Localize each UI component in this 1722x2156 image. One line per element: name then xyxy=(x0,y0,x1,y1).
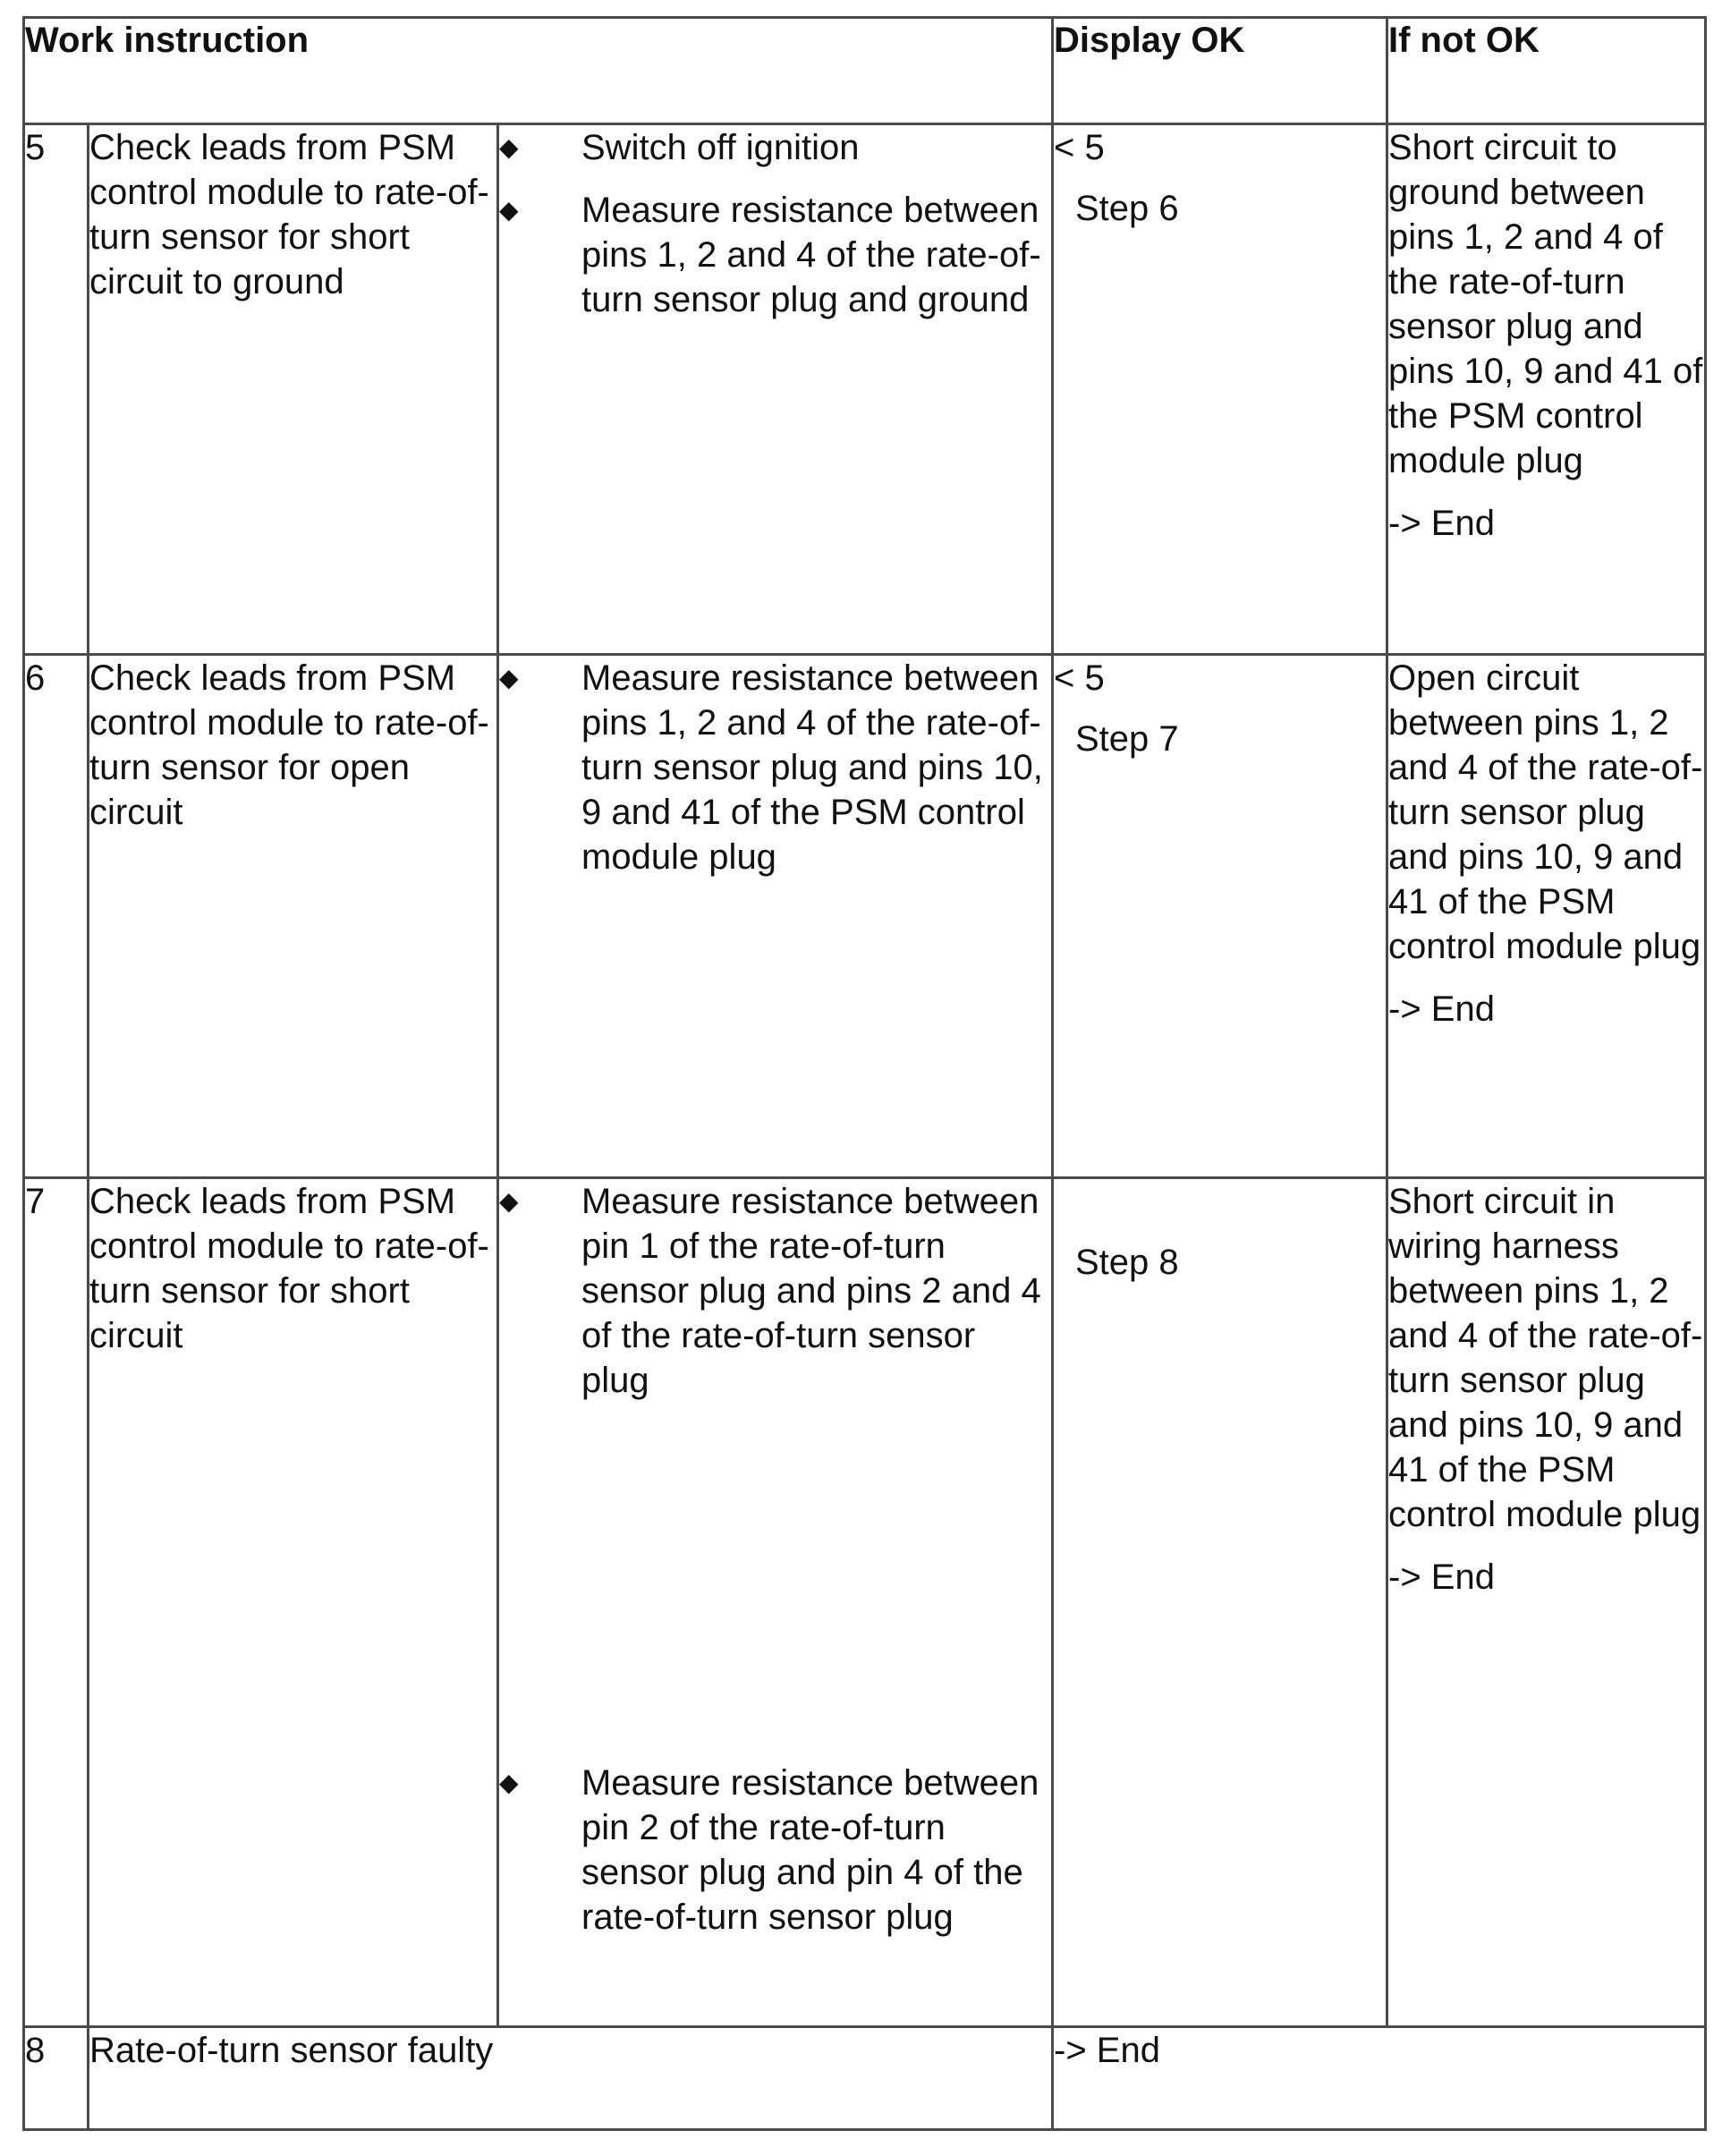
diamond-bullet-icon: ◆ xyxy=(499,1187,519,1215)
if-not-ok-cell xyxy=(1387,124,1706,655)
instruction-text: Switch off ignition xyxy=(581,128,860,167)
display-ok-value: < 5 xyxy=(1054,128,1105,167)
step-description: Check leads from PSM control module to rate-of-turn sensor for open circuit xyxy=(89,655,498,1178)
step-instructions xyxy=(498,655,1053,1178)
instruction-text: Measure resistance between pins 1, 2 and 4 of the rate-of-turn sensor plug and ground xyxy=(581,191,1041,319)
work-instruction-table xyxy=(22,16,1707,2131)
instruction-text: Measure resistance between pins 1, 2 and 4 of the rate-of-turn sensor plug and pins 10, 9 and 41 of the PSM control module plug xyxy=(581,658,1043,877)
if-not-ok-cell xyxy=(1387,1178,1706,2027)
table-header-row xyxy=(24,18,1706,124)
display-ok-end: -> End xyxy=(1053,2027,1706,2130)
if-not-ok-end: -> End xyxy=(1388,504,1495,543)
instruction-item xyxy=(499,656,1051,879)
table-row xyxy=(24,1178,1706,2027)
display-ok-cell xyxy=(1053,124,1387,655)
table-row xyxy=(24,655,1706,1178)
display-ok-step: Step 7 xyxy=(1075,719,1179,759)
instruction-text: Measure resistance between pin 2 of the rate-of-turn sensor plug and pin 4 of the rate-of-turn sensor plug xyxy=(581,1763,1039,1937)
display-ok-value: < 5 xyxy=(1054,658,1105,698)
display-ok-step: Step 8 xyxy=(1075,1243,1179,1282)
instruction-item xyxy=(499,188,1051,322)
instruction-item xyxy=(499,1179,1051,1403)
if-not-ok-cell xyxy=(1387,655,1706,1178)
step-number: 7 xyxy=(24,1178,89,2027)
step-description: Check leads from PSM control module to rate-of-turn sensor for short circuit xyxy=(89,1178,498,2027)
if-not-ok-end: -> End xyxy=(1388,1558,1495,1597)
diamond-bullet-icon: ◆ xyxy=(499,133,519,161)
diamond-bullet-icon: ◆ xyxy=(499,1769,519,1796)
display-ok-cell xyxy=(1053,1178,1387,2027)
step-number: 8 xyxy=(24,2027,89,2130)
step-description: Rate-of-turn sensor faulty xyxy=(89,2027,1053,2130)
header-display-ok: Display OK xyxy=(1053,18,1387,124)
if-not-ok-text: Short circuit to ground between pins 1, 2 and 4 of the rate-of-turn sensor plug and pins 10, 9 and 41 of the PSM control module plug xyxy=(1388,128,1703,480)
instruction-item xyxy=(499,1761,1051,1940)
if-not-ok-text: Short circuit in wiring harness between pins 1, 2 and 4 of the rate-of-turn sensor plug and pins 10, 9 and 41 of the PSM control module plug xyxy=(1388,1182,1703,1534)
table-row xyxy=(24,124,1706,655)
display-ok-cell xyxy=(1053,655,1387,1178)
step-number: 6 xyxy=(24,655,89,1178)
table-row xyxy=(24,2027,1706,2130)
header-if-not-ok: If not OK xyxy=(1387,18,1706,124)
step-description: Check leads from PSM control module to rate-of-turn sensor for short circuit to ground xyxy=(89,124,498,655)
if-not-ok-text: Open circuit between pins 1, 2 and 4 of the rate-of-turn sensor plug and pins 10, 9 and 41 of the PSM control module plug xyxy=(1388,658,1703,966)
if-not-ok-end: -> End xyxy=(1388,989,1495,1029)
instruction-item xyxy=(499,125,1051,170)
header-work-instruction: Work instruction xyxy=(24,18,1053,124)
diamond-bullet-icon: ◆ xyxy=(499,664,519,692)
display-ok-step: Step 6 xyxy=(1075,189,1179,228)
instruction-text: Measure resistance between pin 1 of the rate-of-turn sensor plug and pins 2 and 4 of the rate-of-turn sensor plug xyxy=(581,1182,1041,1400)
step-number: 5 xyxy=(24,124,89,655)
diamond-bullet-icon: ◆ xyxy=(499,196,519,224)
step-instructions xyxy=(498,1178,1053,2027)
step-instructions xyxy=(498,124,1053,655)
